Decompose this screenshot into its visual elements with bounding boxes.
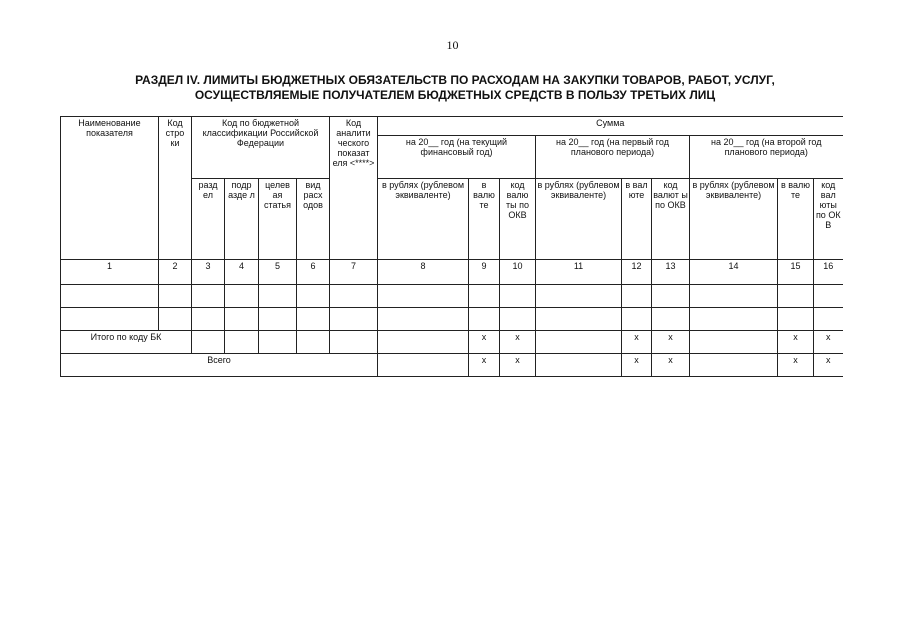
table-cell xyxy=(378,285,469,308)
header-rubles-3: в рублях (рублевом эквиваленте) xyxy=(690,179,778,260)
table-cell xyxy=(259,308,297,331)
x-mark: x xyxy=(652,331,690,354)
header-indicator-name: Наименование показателя xyxy=(61,117,159,260)
section-title xyxy=(60,73,850,103)
table-cell xyxy=(259,285,297,308)
table-cell xyxy=(297,331,330,354)
table-cell xyxy=(297,285,330,308)
x-mark: x xyxy=(814,331,843,354)
table-cell xyxy=(61,308,159,331)
table-cell xyxy=(536,331,622,354)
table-cell xyxy=(500,285,536,308)
table-cell xyxy=(225,308,259,331)
x-mark: x xyxy=(814,354,843,377)
column-number: 5 xyxy=(259,260,297,285)
column-number-row xyxy=(61,260,843,285)
section-title-line-2: ОСУЩЕСТВЛЯЕМЫЕ ПОЛУЧАТЕЛЕМ БЮДЖЕТНЫХ СРЕДСТВ В ПОЛЬЗУ ТРЕТЬИХ ЛИЦ xyxy=(194,88,716,102)
header-rubles-1: в рублях (рублевом эквиваленте) xyxy=(378,179,469,260)
column-number: 14 xyxy=(690,260,778,285)
x-mark: x xyxy=(469,354,500,377)
table-cell xyxy=(330,285,378,308)
header-analytic-code: Код аналити ческого показат еля <****> xyxy=(330,117,378,260)
table-cell xyxy=(259,331,297,354)
table-cell xyxy=(814,308,843,331)
table-cell xyxy=(690,308,778,331)
table-cell xyxy=(225,331,259,354)
header-current-year: на 20__ год (на текущий финансовый год) xyxy=(378,136,536,179)
table-cell xyxy=(378,331,469,354)
grand-total-label: Всего xyxy=(61,354,378,377)
table-cell xyxy=(378,354,469,377)
table-cell xyxy=(622,308,652,331)
x-mark: x xyxy=(469,331,500,354)
table-cell xyxy=(330,308,378,331)
header-budget-classification: Код по бюджетной классификации Российской Федерации xyxy=(192,117,330,179)
column-number: 11 xyxy=(536,260,622,285)
column-number: 2 xyxy=(159,260,192,285)
grand-total-row xyxy=(61,354,843,377)
header-row-1 xyxy=(61,117,843,136)
table-cell xyxy=(814,285,843,308)
column-number: 12 xyxy=(622,260,652,285)
table-cell xyxy=(225,285,259,308)
header-first-plan-year: на 20__ год (на первый год планового периода) xyxy=(536,136,690,179)
header-sum: Сумма xyxy=(378,117,843,136)
column-number: 7 xyxy=(330,260,378,285)
section-title-line-1: РАЗДЕЛ IV. ЛИМИТЫ БЮДЖЕТНЫХ ОБЯЗАТЕЛЬСТВ ПО РАСХОДАМ НА ЗАКУПКИ ТОВАРОВ, РАБОТ, УСЛУГ, xyxy=(135,73,775,87)
table-cell xyxy=(192,308,225,331)
table-cell xyxy=(652,308,690,331)
header-okv-1: код валю ты по ОКВ xyxy=(500,179,536,260)
table-cell xyxy=(159,285,192,308)
header-target-article: целев ая статья xyxy=(259,179,297,260)
header-currency-2: в вал юте xyxy=(622,179,652,260)
page-number: 10 xyxy=(446,38,459,52)
x-mark: x xyxy=(778,354,814,377)
header-rubles-2: в рублях (рублевом эквиваленте) xyxy=(536,179,622,260)
x-mark: x xyxy=(500,354,536,377)
table-cell xyxy=(622,285,652,308)
header-currency-3: в валю те xyxy=(778,179,814,260)
table-cell xyxy=(690,354,778,377)
table-cell xyxy=(378,308,469,331)
header-razdel: разд ел xyxy=(192,179,225,260)
header-expense-type: вид расх одов xyxy=(297,179,330,260)
column-number: 6 xyxy=(297,260,330,285)
column-number: 9 xyxy=(469,260,500,285)
column-number: 16 xyxy=(814,260,843,285)
header-okv-3: код вал юты по ОК В xyxy=(814,179,843,260)
table-cell xyxy=(652,285,690,308)
column-number: 13 xyxy=(652,260,690,285)
x-mark: x xyxy=(652,354,690,377)
table-cell xyxy=(61,285,159,308)
header-line-code: Код стро ки xyxy=(159,117,192,260)
header-second-plan-year: на 20__ год (на второй год планового периода) xyxy=(690,136,843,179)
limits-table xyxy=(60,116,843,377)
table-cell xyxy=(192,331,225,354)
header-currency-1: в валю те xyxy=(469,179,500,260)
header-okv-2: код валют ы по ОКВ xyxy=(652,179,690,260)
x-mark: x xyxy=(778,331,814,354)
table-cell xyxy=(159,308,192,331)
table-cell xyxy=(690,331,778,354)
table-cell xyxy=(690,285,778,308)
column-number: 8 xyxy=(378,260,469,285)
table-cell xyxy=(536,308,622,331)
column-number: 15 xyxy=(778,260,814,285)
data-row xyxy=(61,308,843,331)
header-podrazdel: подр азде л xyxy=(225,179,259,260)
column-number: 4 xyxy=(225,260,259,285)
table-cell xyxy=(192,285,225,308)
table-cell xyxy=(778,308,814,331)
total-bk-label: Итого по коду БК xyxy=(61,331,192,354)
column-number: 10 xyxy=(500,260,536,285)
x-mark: x xyxy=(622,354,652,377)
table-cell xyxy=(778,285,814,308)
x-mark: x xyxy=(622,331,652,354)
x-mark: x xyxy=(500,331,536,354)
table-cell xyxy=(500,308,536,331)
table-cell xyxy=(469,308,500,331)
data-row xyxy=(61,285,843,308)
table-cell xyxy=(330,331,378,354)
column-number: 3 xyxy=(192,260,225,285)
total-bk-row xyxy=(61,331,843,354)
table-cell xyxy=(469,285,500,308)
table-cell xyxy=(536,285,622,308)
column-number: 1 xyxy=(61,260,159,285)
table-cell xyxy=(536,354,622,377)
table-cell xyxy=(297,308,330,331)
